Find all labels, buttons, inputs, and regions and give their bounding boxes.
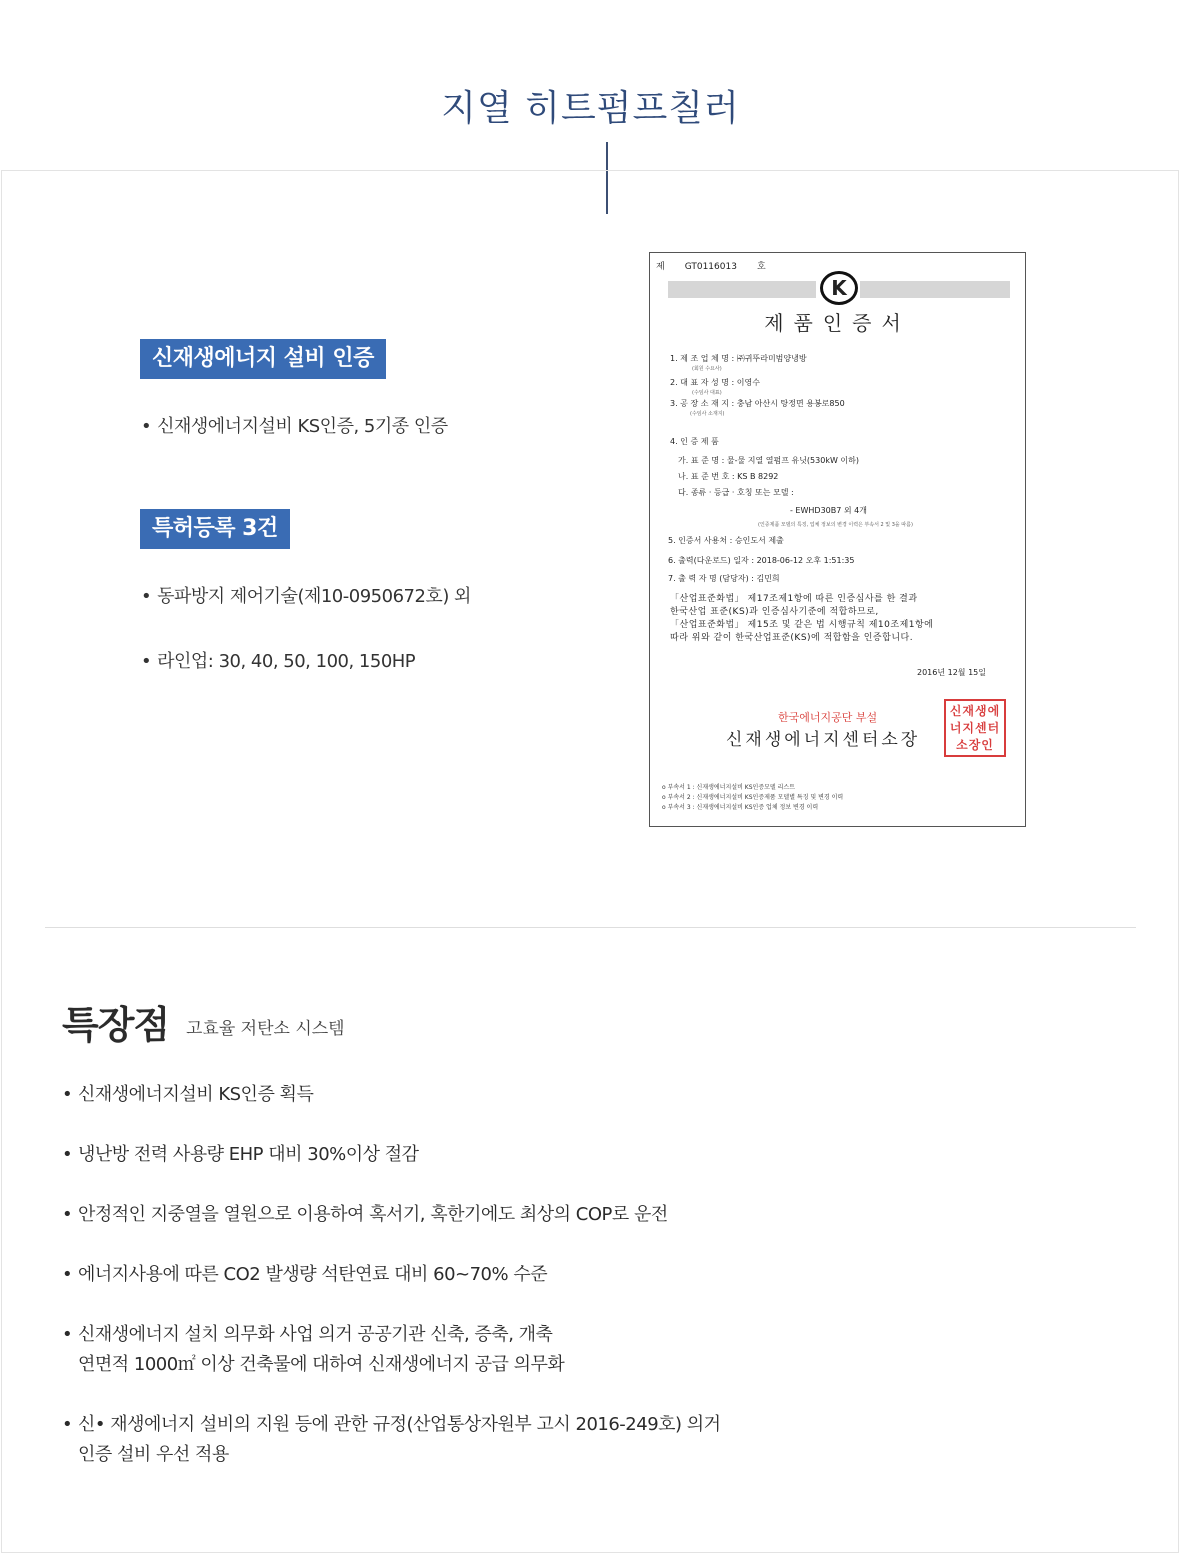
certificate-body: 「산업표준화법」 제17조제1항에 따른 인증심사를 한 결과 한국산업 표준(KS)과 인증심사기준에 적합하므로, 「산업표준화법」 제15조 및 같은 법 시행규칙 제10조제1항에 따라 위와 같이 한국산업표준(KS)에 적합함을 인증합니다. [670,594,934,643]
bullet-icon: • [141,586,152,607]
certificate-agency: 한국에너지공단 부설 [778,711,878,724]
bullet-icon: • [62,1084,73,1105]
bullet-icon: • [62,1264,73,1285]
cert-field: 5. 인증서 사용처 : 승인도서 제출 [668,536,784,545]
official-seal: 신재생에너지센터소장인 [944,699,1006,757]
section-divider [45,927,1136,928]
certificate-footnotes: o 부속서 1 : 신재생에너지설비 KS인증모델 리스트 o 부속서 2 : 신재생에너지설비 KS인증제품 모델별 특징 및 변경 이력 o 부속서 3 : 신재생에너지설비 KS인증 업체 정보 변경 이력 [662,784,844,811]
cert-field: - EWHD30B7 외 4개 [790,506,867,515]
patent-badge: 특허등록 3건 [140,509,290,549]
cert-subnote: (수임사 소재지) [690,411,725,417]
list-item: • 에너지사용에 따른 CO2 발생량 석탄연료 대비 60~70% 수준 [62,1260,962,1290]
redacted-bar-right [860,281,1010,298]
page-title: 지열 히트펌프칠러 [441,88,740,129]
cert-field: 1. 제 조 업 체 명 : ㈜귀뚜라미범양냉방 [670,354,807,363]
cert-field: 다. 종류 · 등급 · 호칭 또는 모델 : [678,488,794,497]
list-item: • 냉난방 전력 사용량 EHP 대비 30%이상 절감 [62,1140,962,1170]
list-item: • 안정적인 지중열을 열원으로 이용하여 혹서기, 혹한기에도 최상의 COP로 운전 [62,1200,962,1230]
renewable-cert-item [141,412,448,438]
lineup-item [141,647,415,673]
features-heading: 특장점 [62,1003,170,1047]
bullet-icon: • [141,416,152,437]
redacted-bar-left [668,281,816,298]
renewable-cert-badge: 신재생에너지 설비 인증 [140,339,386,379]
features-subheading: 고효율 저탄소 시스템 [186,1019,345,1039]
cert-field: 7. 출 력 자 명 (담당자) : 김민희 [668,574,780,583]
patent-item [141,582,471,608]
feature-list [62,1080,962,1500]
bullet-icon: • [62,1144,73,1165]
cert-field: 가. 표 준 명 : 물-물 지열 열펌프 유닛(530kW 이하) [678,456,859,465]
bullet-icon: • [62,1414,73,1435]
bullet-icon: • [62,1204,73,1225]
cert-field: 4. 인 증 제 품 [670,437,719,446]
cert-field: 2. 대 표 자 성 명 : 이영수 [670,378,760,387]
cert-subnote: (회원 수요사) [692,366,722,372]
certificate-issuer: 신재생에너지센터소장 [726,730,921,750]
list-item: • 신• 재생에너지 설비의 지원 등에 관한 규정(산업통상자원부 고시 2016-249호) 의거 인증 설비 우선 적용 [62,1410,962,1470]
certificate-date: 2016년 12월 15일 [917,668,986,677]
bullet-icon: • [141,651,152,672]
renewable-cert-text: 신재생에너지설비 KS인증, 5기종 인증 [157,416,448,437]
certificate-title: 제품인증서 [764,311,911,335]
list-item: • 신재생에너지설비 KS인증 획득 [62,1080,962,1110]
cert-field: 나. 표 준 번 호 : KS B 8292 [678,472,779,481]
cert-subnote: (인증제품 모델의 특징, 업체 정보의 변경 이력은 부속서 2 및 3을 따름) [758,522,913,528]
list-item: • 신재생에너지 설치 의무화 사업 의거 공공기관 신축, 증축, 개축 연면적 1000㎡ 이상 건축물에 대하여 신재생에너지 공급 의무화 [62,1320,962,1380]
cert-field: 6. 출력(다운로드) 일자 : 2018-06-12 오후 1:51:35 [668,556,855,565]
lineup-text: 라인업: 30, 40, 50, 100, 150HP [157,651,416,672]
patent-text: 동파방지 제어기술(제10-0950672호) 외 [157,586,471,607]
bullet-icon: • [62,1324,73,1345]
cert-field: 3. 공 장 소 재 지 : 충남 아산시 탕정면 용봉로850 [670,399,845,408]
ks-mark-icon: K [820,271,858,305]
cert-subnote: (수임사 대표) [692,390,722,396]
product-certificate [649,252,1026,827]
certificate-number: 제 GT0116013 호 [656,262,766,272]
